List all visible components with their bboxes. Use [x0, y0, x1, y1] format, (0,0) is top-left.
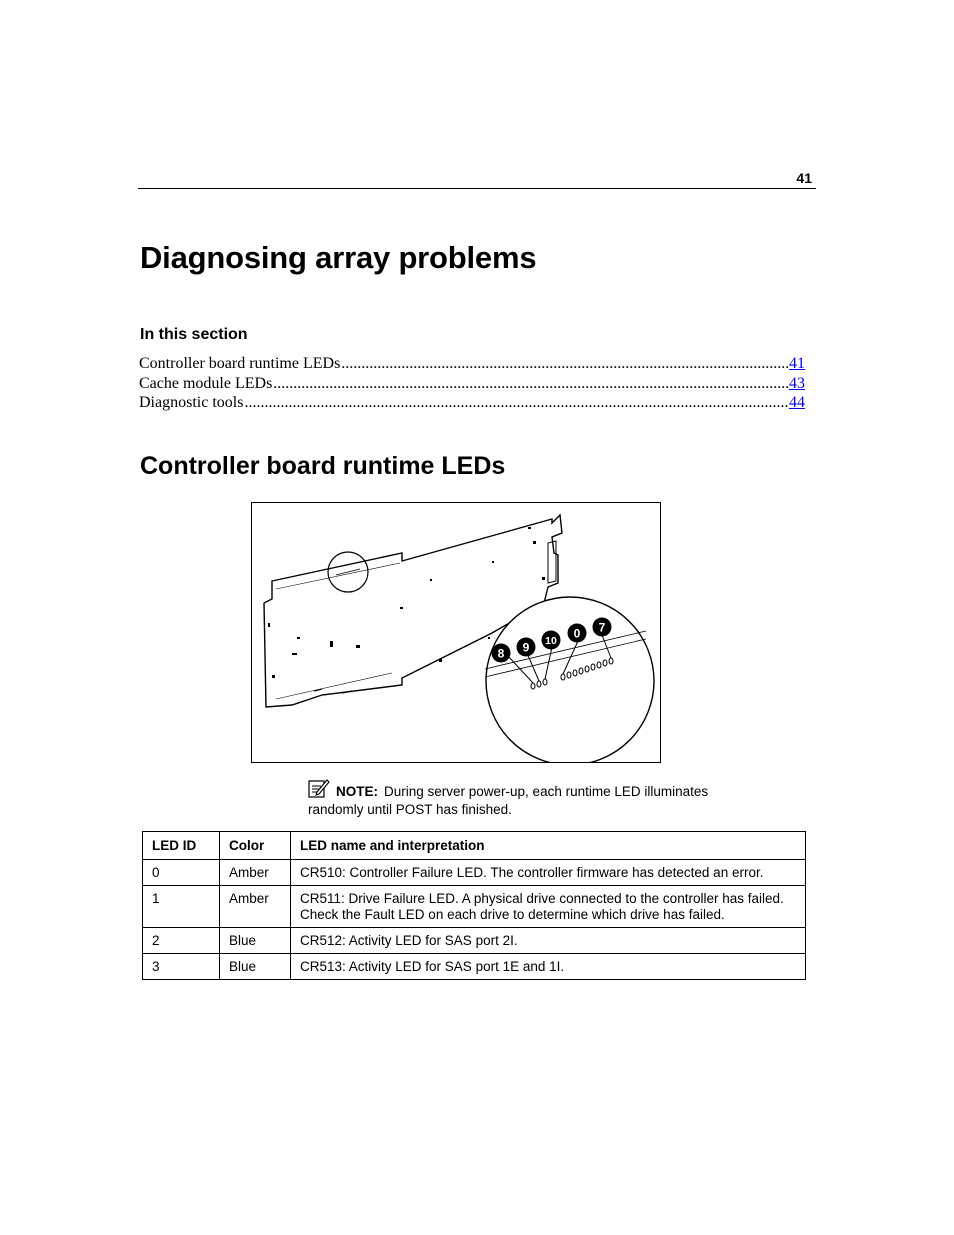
- in-this-section-label: In this section: [140, 326, 248, 343]
- chapter-title: Diagnosing array problems: [140, 240, 537, 275]
- toc-leader-dots: [273, 375, 788, 393]
- table-row: [143, 886, 806, 928]
- column-header-color: Color: [220, 832, 291, 860]
- table-header-row: [143, 832, 806, 860]
- cell-color: Blue: [220, 928, 291, 954]
- cell-interpretation: CR512: Activity LED for SAS port 2I.: [291, 928, 806, 954]
- callout-9: [517, 638, 536, 657]
- cell-color: Blue: [220, 954, 291, 980]
- page-number: 41: [796, 170, 812, 186]
- toc-entry[interactable]: [139, 394, 805, 414]
- cell-interpretation: CR510: Controller Failure LED. The controller firmware has detected an error.: [291, 860, 806, 886]
- magnified-detail-circle: [486, 597, 654, 763]
- runtime-led-table: [142, 831, 806, 980]
- toc-page-link[interactable]: 43: [789, 374, 805, 392]
- cell-led-id: 0: [143, 860, 220, 886]
- controller-board-illustration: [252, 503, 661, 763]
- table-row: [143, 954, 806, 980]
- note-label: NOTE:: [336, 784, 378, 799]
- note-text: During server power-up, each runtime LED illuminates randomly until POST has finished.: [308, 784, 709, 817]
- cell-color: Amber: [220, 886, 291, 928]
- callout-7: [593, 618, 612, 637]
- table-row: [143, 860, 806, 886]
- svg-text:9: 9: [522, 640, 530, 655]
- note: [308, 778, 748, 818]
- toc-leader-dots: [244, 394, 788, 412]
- toc-entry[interactable]: [139, 375, 805, 395]
- column-header-interpretation: LED name and interpretation: [291, 832, 806, 860]
- cell-color: Amber: [220, 860, 291, 886]
- svg-text:7: 7: [598, 620, 606, 635]
- column-header-led-id: LED ID: [143, 832, 220, 860]
- cell-led-id: 3: [143, 954, 220, 980]
- toc-entry-label: Diagnostic tools: [139, 394, 244, 411]
- cell-led-id: 1: [143, 886, 220, 928]
- callout-0: [568, 624, 587, 643]
- cell-led-id: 2: [143, 928, 220, 954]
- svg-text:10: 10: [545, 635, 557, 647]
- table-row: [143, 928, 806, 954]
- svg-text:0: 0: [573, 626, 581, 641]
- toc-entry-label: Cache module LEDs: [139, 374, 273, 392]
- note-pad-icon: [308, 778, 330, 802]
- toc-page-link[interactable]: 41: [789, 355, 805, 372]
- section-title: Controller board runtime LEDs: [140, 452, 506, 480]
- toc-entry[interactable]: [139, 355, 805, 375]
- toc-leader-dots: [341, 355, 788, 373]
- cell-interpretation: CR511: Drive Failure LED. A physical drive connected to the controller has failed. Check the Fault LED on each drive to determine which drive has failed.: [291, 886, 806, 928]
- table-of-contents: [139, 355, 805, 414]
- toc-page-link[interactable]: 44: [789, 394, 805, 411]
- callout-8: [492, 644, 511, 663]
- callout-10: [542, 631, 561, 650]
- svg-text:8: 8: [497, 646, 505, 661]
- toc-entry-label: Controller board runtime LEDs: [139, 355, 341, 372]
- controller-board-figure: [251, 502, 661, 763]
- header-rule: [138, 188, 816, 189]
- cell-interpretation: CR513: Activity LED for SAS port 1E and 1I.: [291, 954, 806, 980]
